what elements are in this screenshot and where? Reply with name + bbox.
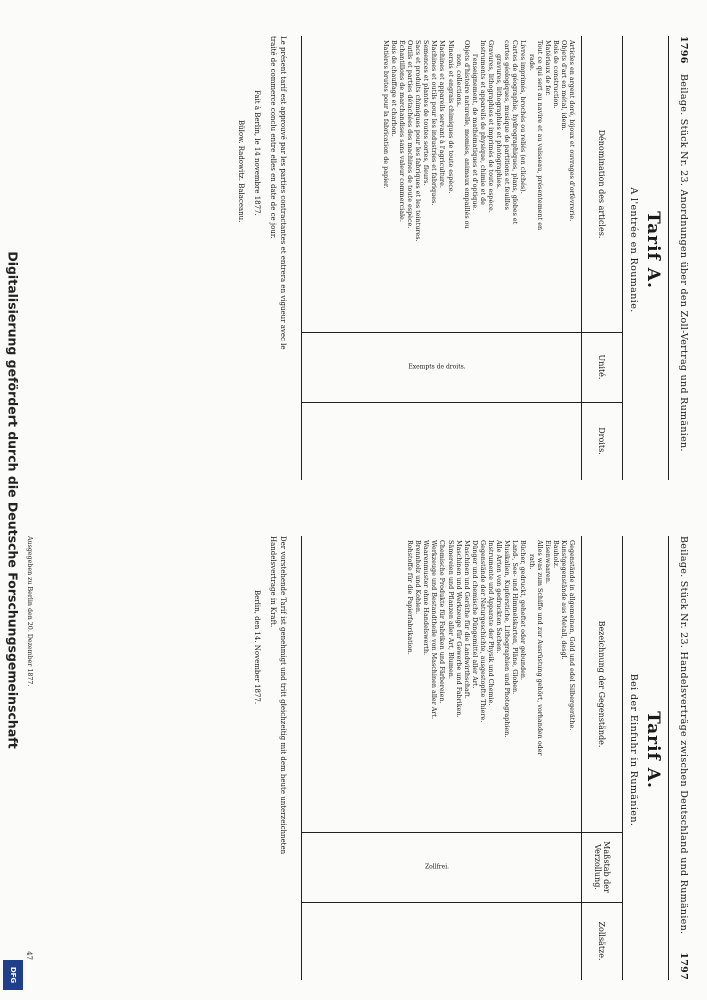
table-row: Semences et plantes de toutes sortes, fleurs. <box>422 40 431 186</box>
page-subtitle: Bei der Einfuhr in Rumänien. <box>628 673 639 827</box>
closing-text: Le présent tarif est approuvé par les parties contractantes et entrera en vigueur avec le <box>279 36 287 350</box>
column-header-articles: Dénomination des articles. <box>581 36 622 333</box>
table-row: Alle Arten von gedruckten Sachen. <box>495 540 504 654</box>
table-row: Brennholz und Kohlen. <box>414 540 423 615</box>
table-row: Gravures, lithographies et imprimés de toute espèce. <box>487 40 496 213</box>
table-row: non, collections. <box>454 54 463 107</box>
table-row: Bois de construction. <box>551 40 560 109</box>
table-row: Bücher, gedruckt, geheftet oder gebunden. <box>519 540 528 681</box>
table-row: Minerais et engrais chimiques de toute espèce. <box>446 40 455 194</box>
closing-text: Handelsvertrage in Kraft. <box>269 536 277 628</box>
table-row: Land-, See- und Himmelskarten, Pläne, Globen. <box>511 540 520 695</box>
table-row: Maschinen und Werkzeuge für Gewerbe und Fabriken. <box>454 540 463 718</box>
table-row: rade. <box>527 54 536 71</box>
place-date: Berlin, den 14. November 1877. <box>253 590 261 705</box>
page-title: Tarif A. <box>643 211 663 289</box>
table-row: Werkzeuge und Bestandtheile von Maschinen aller Art. <box>430 540 439 720</box>
page-subtitle: A l'entrée en Roumanie. <box>628 187 639 313</box>
table-row: rath. <box>527 554 536 570</box>
header-rule <box>668 36 669 480</box>
running-header <box>671 36 689 480</box>
tariff-table <box>301 536 623 980</box>
table-row: gravures, lithographies et photographies. <box>495 54 504 189</box>
table-row: Sämereien und Pflanzen aller Art, Blumen. <box>446 540 455 679</box>
column-header-articles: Bezeichnung der Gegenstände. <box>581 536 622 833</box>
table-row: Objets d'histoire naturelle, momies, animaux empaillés ou <box>462 40 471 229</box>
table-row: Outils et parties détachées des machines de toute espèce. <box>406 40 415 229</box>
table-row: Matières brutes pour la fabrication de papier. <box>381 40 390 189</box>
table-row: Alles was zum Schiffe und zur Ausrüstung gehört, vorhanden oder <box>535 540 544 756</box>
table-row: Machines et appareils servant à l'agriculture. <box>438 40 447 188</box>
table-row: Machines et outils pour les industries et fabriques. <box>430 40 439 206</box>
table-row: Bois de chauffage et charbon. <box>389 40 398 137</box>
exempt-note-text: Exempts de droits. <box>408 363 466 371</box>
table-row: Gegenstände der Naturgeschichte, ausgestopfte Thiere. <box>478 540 487 723</box>
page-number: 1797 <box>678 952 689 980</box>
publication-note: Ausgegeben zu Berlin den 20. Dezember 1877. <box>26 536 33 687</box>
table-rows <box>382 40 576 330</box>
column-header-unit: Maßstab der Verzollung. <box>581 832 622 903</box>
running-header <box>671 536 689 980</box>
table-row: Instruments et appareils de physique, chimie et de <box>478 40 487 205</box>
place-date: Fait à Berlin, le 14 novembre 1877. <box>253 90 261 216</box>
table-row: Musikalien, Kupferstiche, Lithographien und Photographien. <box>503 540 512 738</box>
table-row: Gegenstände in allgemeinen, Gold und edel Silbergeräthe. <box>568 540 576 731</box>
tariff-table <box>301 36 623 480</box>
dfg-banner-text: Digitalisierung gefördert durch die Deutsche Forschungsgemeinschaft <box>5 251 21 749</box>
page-german <box>0 500 707 1000</box>
column-header-duties: Zollsätze. <box>581 902 622 980</box>
table-row: Kunstgegenstände aus Metall, desgl. <box>559 540 568 660</box>
table-row: Articles en argent doré, bijoux et ouvrages d'orfèvrerie. <box>568 40 576 222</box>
signatures: Bülow. Radowitz. Balaceanu. <box>237 120 245 223</box>
dfg-logo-text: DFG <box>9 966 17 984</box>
table-row: Waarenmuster ohne Handelswerth. <box>422 540 431 656</box>
page-number: 1796 <box>678 36 689 64</box>
table-row: l'enseignement, de mathématiques et d'optique. <box>470 54 479 211</box>
table-row: Chemische Produkte für Fabriken und Färbereien. <box>438 540 447 704</box>
table-rows <box>406 540 576 830</box>
column-divider <box>302 402 622 403</box>
column-divider <box>302 902 622 903</box>
exempt-note <box>362 336 512 398</box>
table-row: Échantillons de marchandises sans valeur commerciale. <box>398 40 407 222</box>
table-row: Rohstoffe für die Papierfabrikation. <box>406 540 415 655</box>
table-row: Livres imprimés, brochés ou reliés (en clichés). <box>519 40 528 194</box>
closing-text: Der vorstehende Tarif ist genehmigt und tritt gleichzeitig mit dem heute unterzeichneten <box>279 536 287 855</box>
closing-text: traité de commerce conclu entre elles en date de ce jour. <box>269 36 277 239</box>
table-row: Cartes de géographie, hydrographiques, plans, globes et <box>511 40 520 225</box>
table-row: cartes géologiques, musique de partitions et feuilles <box>503 40 512 210</box>
table-row: Sacs et produits chimiques pour les fabriques et les teintures. <box>414 40 423 242</box>
page-title: Tarif A. <box>643 711 663 789</box>
sheet-number: 47 <box>25 951 33 960</box>
table-row: Maschinen und Geräthe für die Landwirthschaft. <box>462 540 471 699</box>
header-text: Beilage. Stück Nr. 23. Anordnungen über den Zoll-Vertrag und Rumänien. <box>678 74 689 452</box>
table-row: Bauholz. <box>551 540 560 569</box>
column-header-duties: Droits. <box>581 402 622 480</box>
exempt-note <box>362 836 512 898</box>
column-divider <box>302 832 622 833</box>
header-rule <box>668 536 669 980</box>
table-row: Dünger und chemische Düngemittel aller Art. <box>470 540 479 689</box>
header-text: Beilage. Stück Nr. 23. Handelsverträge zwischen Deutschland und Rumänien. <box>678 536 689 935</box>
table-row: Instrumente und Apparate der Physik und Chemie. <box>487 540 496 706</box>
column-divider <box>302 332 622 333</box>
column-header-unit: Unité. <box>581 332 622 403</box>
table-row: Eisenwaaren. <box>543 540 552 584</box>
table-row: Objets d'art en métal, idem. <box>559 40 568 131</box>
table-row: Tout ce qui sert au navire et au vaisseau, présentement en <box>535 40 544 231</box>
exempt-note-text: Zollfrei. <box>424 863 450 871</box>
table-row: Matériaux de fer. <box>543 40 552 96</box>
